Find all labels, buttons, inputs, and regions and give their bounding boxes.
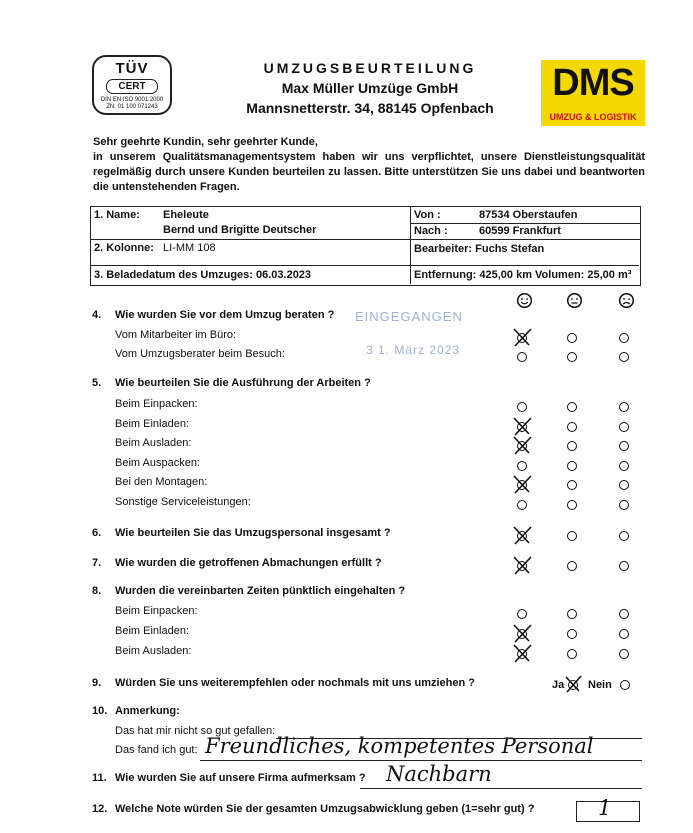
q5-item-3: Beim Ausladen: (115, 437, 192, 449)
q5-item-2: Beim Einladen: (115, 418, 189, 430)
q4-number: 4. (92, 309, 102, 321)
x-mark-q5-2 (514, 437, 531, 454)
intro-paragraph: in unserem Qualitätsmanagementsystem haben wir uns verpflichtet, unsere Dienstleistungsqualität regelmäßig durch unsere Kunden beurteilen zu lassen. Bitte unterstützen Sie uns dabei und beantworten die untenstehenden Fragen. (93, 151, 645, 193)
tuv-cert-label: CERT (106, 79, 158, 94)
q12-number: 12. (92, 803, 108, 815)
company-address: Mannsnetterstr. 34, 88145 Opfenbach (246, 100, 494, 116)
von-value: 87534 Oberstaufen (479, 209, 578, 221)
nach-label: Nach : (414, 225, 448, 237)
q11-number: 11. (92, 772, 107, 784)
received-stamp: EINGEGANGEN (355, 309, 463, 324)
tuv-norm: DIN EN ISO 9001:2000 ZN: 01 100 071243 (100, 97, 164, 110)
x-mark-q7 (514, 557, 531, 574)
received-stamp-date: 3 1. März 2023 (366, 343, 461, 357)
x-mark-q6 (514, 527, 531, 544)
q5-item-1: Beim Einpacken: (115, 398, 198, 410)
document-title: UMZUGSBEURTEILUNG (263, 60, 477, 76)
q7-text: Wie wurden die getroffenen Abmachungen erfüllt ? (115, 557, 382, 569)
q5-number: 5. (92, 377, 102, 389)
q9-ja-label: Ja (552, 679, 565, 691)
x-mark-q9-ja (566, 676, 581, 692)
tuv-brand: TÜV (115, 60, 149, 77)
q11-text: Wie wurden Sie auf unsere Firma aufmerksam ? (115, 772, 366, 784)
q8-item-3: Beim Ausladen: (115, 645, 192, 657)
company-name: Max Müller Umzüge GmbH (281, 80, 459, 96)
q10-neg-label: Das hat mir nicht so gut gefallen: (115, 725, 276, 737)
q9-nein-label: Nein (588, 679, 612, 691)
q12-text: Welche Note würden Sie der gesamten Umzugsabwicklung geben (1=sehr gut) ? (115, 803, 535, 815)
q9-text: Würden Sie uns weiterempfehlen oder nochmals mit uns umziehen ? (115, 677, 476, 689)
nach-value: 60599 Frankfurt (479, 225, 561, 237)
greeting: Sehr geehrte Kundin, sehr geehrter Kunde, (93, 136, 318, 148)
q5-item-6: Sonstige Serviceleistungen: (115, 496, 251, 508)
q4-item-1: Vom Mitarbeiter im Büro: (115, 329, 237, 341)
x-mark-q8-2 (514, 645, 531, 662)
von-label: Von : (414, 209, 441, 221)
bearbeiter: Bearbeiter: Fuchs Stefan (414, 243, 545, 255)
q8-item-2: Beim Einladen: (115, 625, 189, 637)
x-mark-q5-4 (514, 476, 531, 493)
q4-item-2: Vom Umzugsberater beim Besuch: (115, 348, 285, 360)
q8-number: 8. (92, 585, 102, 597)
dms-logo: DMS UMZUG & LOGISTIK (541, 60, 645, 126)
q10-pos-answer[interactable]: Freundliches, kompetentes Personal (205, 734, 594, 758)
kolonne-value: LI-MM 108 (163, 242, 216, 254)
name-value-1: Eheleute (163, 209, 209, 221)
q8-text: Wurden die vereinbarten Zeiten pünktlich eingehalten ? (115, 585, 406, 597)
q5-item-5: Bei den Montagen: (115, 476, 208, 488)
q11-answer[interactable]: Nachbarn (386, 762, 492, 786)
q10-text: Anmerkung: (115, 705, 180, 717)
q9-number: 9. (92, 677, 102, 689)
x-mark-q5-1 (514, 418, 531, 435)
q6-number: 6. (92, 527, 102, 539)
x-mark-q4-0 (514, 329, 531, 346)
name-value-2: Bernd und Brigitte Deutscher (163, 224, 317, 236)
q12-answer: 1 (598, 796, 612, 820)
entfernung-volumen: Entfernung: 425,00 km Volumen: 25,00 m³ (414, 269, 632, 281)
beladedatum: 3. Beladedatum des Umzuges: 06.03.2023 (94, 269, 312, 281)
x-mark-q8-1 (514, 625, 531, 642)
q5-item-4: Beim Auspacken: (115, 457, 200, 469)
q10-pos-label: Das fand ich gut: (115, 744, 198, 756)
q8-item-1: Beim Einpacken: (115, 605, 198, 617)
q7-number: 7. (92, 557, 102, 569)
q4-text: Wie wurden Sie vor dem Umzug beraten ? (115, 309, 335, 321)
q5-text: Wie beurteilen Sie die Ausführung der Arbeiten ? (115, 377, 371, 389)
kolonne-label: 2. Kolonne: (94, 242, 154, 254)
name-label: 1. Name: (94, 209, 140, 221)
q6-text: Wie beurteilen Sie das Umzugspersonal insgesamt ? (115, 527, 391, 539)
q10-number: 10. (92, 705, 108, 717)
